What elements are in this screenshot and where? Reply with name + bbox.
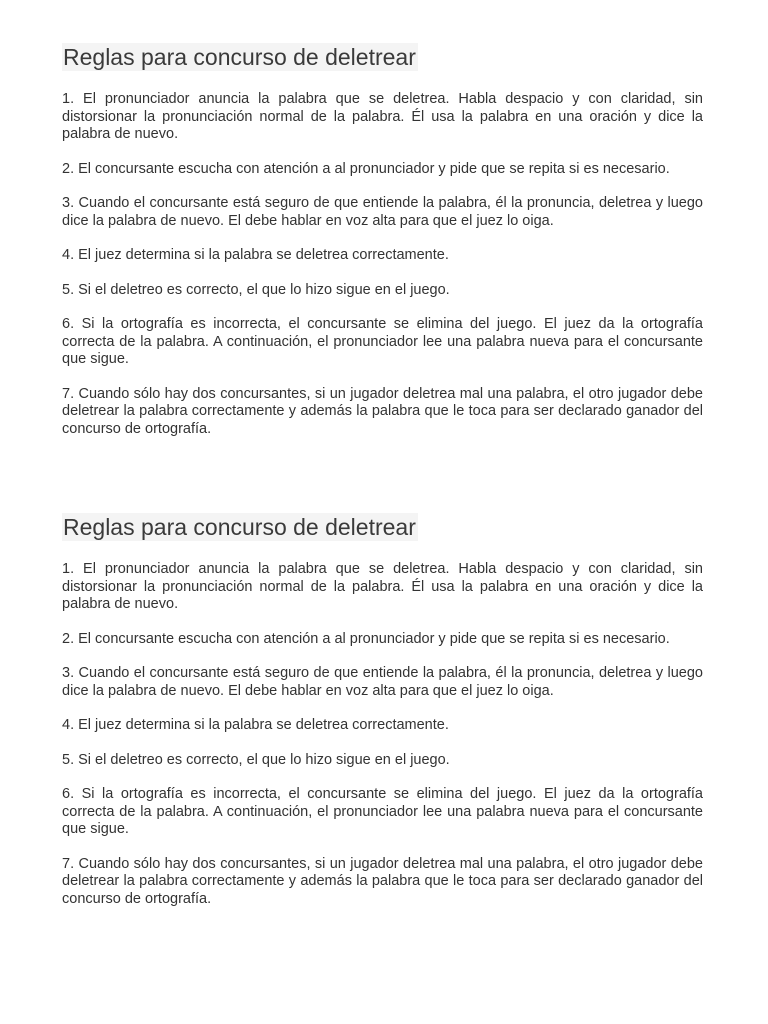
rule-2: 2. El concursante escucha con atención a al pronunciador y pide que se repita si es necesario. [62,630,670,647]
rules-section-1 [62,43,703,455]
rule-7: 7. Cuando sólo hay dos concursantes, si un jugador deletrea mal una palabra, el otro jugador debe deletrear la palabra correctamente y además la palabra que le toca para ser declarado ganador del concurso de ortografía. [62,385,703,437]
rule-3: 3. Cuando el concursante está seguro de que entiende la palabra, él la pronuncia, deletrea y luego dice la palabra de nuevo. El debe hablar en voz alta para que el juez lo oiga. [62,665,703,699]
rule-2: 2. El concursante escucha con atención a al pronunciador y pide que se repita si es necesario. [62,160,670,177]
rule-5: 5. Si el deletreo es correcto, el que lo hizo sigue en el juego. [62,281,450,298]
rule-6: 6. Si la ortografía es incorrecta, el concursante se elimina del juego. El juez da la ortografía correcta de la palabra. A continuación, el pronunciador lee una palabra nueva para el concursante que sigue. [62,786,703,837]
rule-7: 7. Cuando sólo hay dos concursantes, si un jugador deletrea mal una palabra, el otro jugador debe deletrear la palabra correctamente y además la palabra que le toca para ser declarado ganador del concurso de ortografía. [62,855,703,907]
rule-5: 5. Si el deletreo es correcto, el que lo hizo sigue en el juego. [62,751,450,768]
rule-3: 3. Cuando el concursante está seguro de que entiende la palabra, él la pronuncia, deletrea y luego dice la palabra de nuevo. El debe hablar en voz alta para que el juez lo oiga. [62,195,703,229]
section-title: Reglas para concurso de deletrear [63,514,416,540]
rule-6: 6. Si la ortografía es incorrecta, el concursante se elimina del juego. El juez da la ortografía correcta de la palabra. A continuación, el pronunciador lee una palabra nueva para el concursante que sigue. [62,316,703,367]
rule-1: 1. El pronunciador anuncia la palabra que se deletrea. Habla despacio y con claridad, sin distorsionar la pronunciación normal de la palabra. Él usa la palabra en una oración y dice la palabra de nuevo. [62,561,703,612]
section-title: Reglas para concurso de deletrear [63,44,416,70]
rule-1: 1. El pronunciador anuncia la palabra que se deletrea. Habla despacio y con claridad, sin distorsionar la pronunciación normal de la palabra. Él usa la palabra en una oración y dice la palabra de nuevo. [62,91,703,142]
rule-4: 4. El juez determina si la palabra se deletrea correctamente. [62,717,449,733]
rule-4: 4. El juez determina si la palabra se deletrea correctamente. [62,247,449,263]
rules-section-2 [62,513,703,925]
